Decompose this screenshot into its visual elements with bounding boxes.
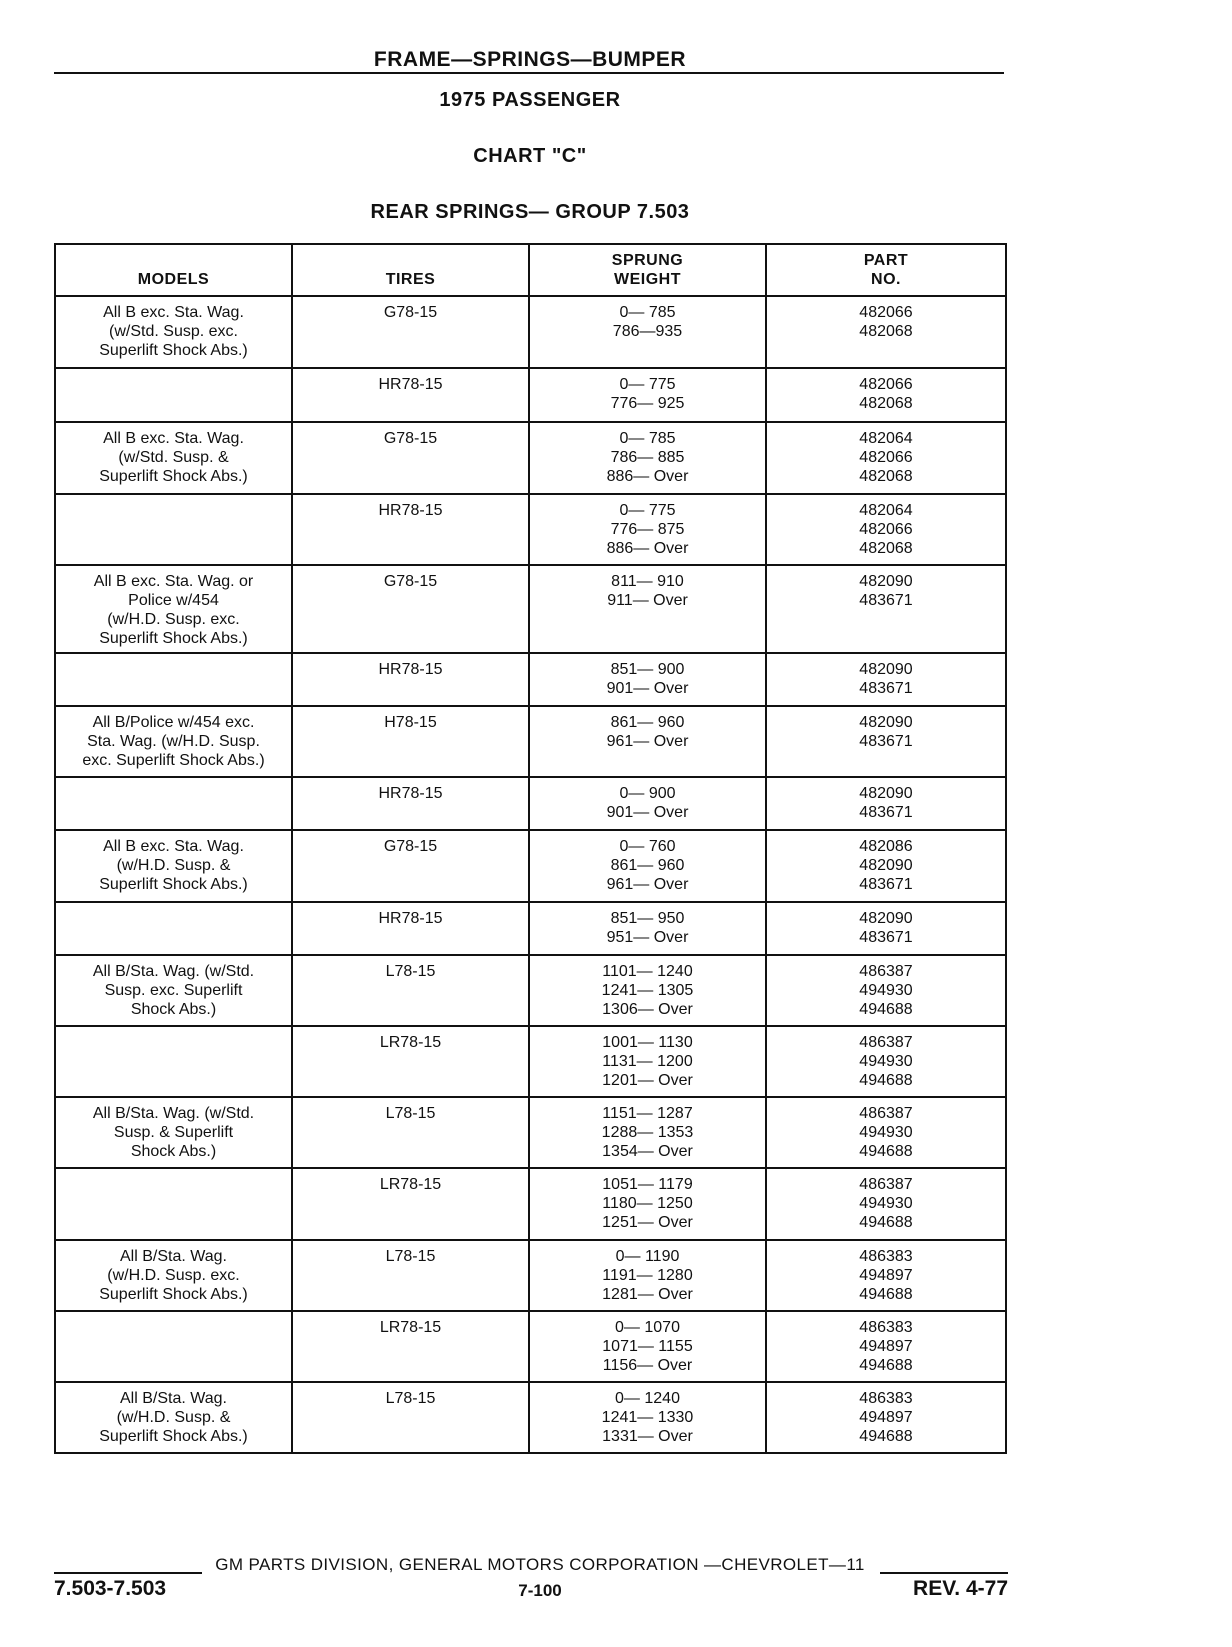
footer-rule-right — [880, 1572, 1008, 1574]
part-number-cell: 486383 494897 494688 — [766, 1311, 1006, 1382]
table-row — [55, 1097, 1006, 1168]
rear-springs-table — [54, 243, 1007, 1454]
part-number-cell: 486383 494897 494688 — [766, 1240, 1006, 1311]
table-row — [55, 1311, 1006, 1382]
model-cell — [55, 902, 292, 955]
model-cell: All B exc. Sta. Wag. or Police w/454 (w/H.D. Susp. exc. Superlift Shock Abs.) — [55, 565, 292, 653]
section-title: FRAME—SPRINGS—BUMPER — [373, 48, 687, 71]
sprung-weight-cell: 0— 785 786—935 — [529, 296, 766, 368]
model-cell: All B/Police w/454 exc. Sta. Wag. (w/H.D. Susp. exc. Superlift Shock Abs.) — [55, 706, 292, 777]
model-cell — [55, 653, 292, 706]
sprung-weight-cell: 851— 900 901— Over — [529, 653, 766, 706]
sprung-weight-cell: 861— 960 961— Over — [529, 706, 766, 777]
tires-cell: G78-15 — [292, 565, 529, 653]
sprung-weight-cell: 0— 1240 1241— 1330 1331— Over — [529, 1382, 766, 1453]
footer-rule-left — [54, 1572, 202, 1574]
tires-cell: HR78-15 — [292, 902, 529, 955]
model-cell: All B/Sta. Wag. (w/Std. Susp. exc. Superlift Shock Abs.) — [55, 955, 292, 1026]
table-row — [55, 422, 1006, 494]
model-cell — [55, 777, 292, 830]
sprung-weight-cell: 0— 900 901— Over — [529, 777, 766, 830]
part-number-cell: 482090 483671 — [766, 565, 1006, 653]
sprung-weight-cell: 1151— 1287 1288— 1353 1354— Over — [529, 1097, 766, 1168]
table-row — [55, 706, 1006, 777]
part-number-cell: 482090 483671 — [766, 706, 1006, 777]
table-row — [55, 1240, 1006, 1311]
footer-publisher: GM PARTS DIVISION, GENERAL MOTORS CORPORATION —CHEVROLET—11 — [215, 1555, 865, 1574]
column-header-sprung-weight: SPRUNG WEIGHT — [529, 244, 766, 296]
model-cell: All B exc. Sta. Wag. (w/Std. Susp. exc. Superlift Shock Abs.) — [55, 296, 292, 368]
column-header-models: MODELS — [55, 244, 292, 296]
table-row — [55, 1382, 1006, 1453]
table-body — [55, 296, 1006, 1453]
tires-cell: HR78-15 — [292, 777, 529, 830]
model-cell — [55, 1026, 292, 1097]
part-number-cell: 482064 482066 482068 — [766, 494, 1006, 565]
table-row — [55, 777, 1006, 830]
column-header-tires: TIRES — [292, 244, 529, 296]
part-number-cell: 486387 494930 494688 — [766, 1026, 1006, 1097]
part-number-cell: 486387 494930 494688 — [766, 955, 1006, 1026]
sprung-weight-cell: 851— 950 951— Over — [529, 902, 766, 955]
footer-group-range: 7.503-7.503 — [54, 1577, 167, 1600]
part-number-cell: 486387 494930 494688 — [766, 1168, 1006, 1240]
part-number-cell: 482090 483671 — [766, 653, 1006, 706]
part-number-cell: 482086 482090 483671 — [766, 830, 1006, 902]
part-number-cell: 486383 494897 494688 — [766, 1382, 1006, 1453]
tires-cell: G78-15 — [292, 422, 529, 494]
sprung-weight-cell: 0— 775 776— 925 — [529, 368, 766, 422]
table-row — [55, 1026, 1006, 1097]
tires-cell: LR78-15 — [292, 1168, 529, 1240]
sprung-weight-cell: 1051— 1179 1180— 1250 1251— Over — [529, 1168, 766, 1240]
sprung-weight-cell: 0— 785 786— 885 886— Over — [529, 422, 766, 494]
tires-cell: G78-15 — [292, 296, 529, 368]
tires-cell: HR78-15 — [292, 368, 529, 422]
table-row — [55, 653, 1006, 706]
part-number-cell: 482066 482068 — [766, 368, 1006, 422]
sprung-weight-cell: 0— 760 861— 960 961— Over — [529, 830, 766, 902]
subtitle-chart: CHART "C" — [473, 145, 587, 167]
model-cell: All B/Sta. Wag. (w/Std. Susp. & Superlift Shock Abs.) — [55, 1097, 292, 1168]
table-row — [55, 830, 1006, 902]
table-header-row — [55, 244, 1006, 296]
table-row — [55, 368, 1006, 422]
header-rule — [54, 72, 1004, 74]
table-row — [55, 565, 1006, 653]
model-cell: All B/Sta. Wag. (w/H.D. Susp. & Superlift Shock Abs.) — [55, 1382, 292, 1453]
model-cell — [55, 494, 292, 565]
sprung-weight-cell: 811— 910 911— Over — [529, 565, 766, 653]
tires-cell: LR78-15 — [292, 1311, 529, 1382]
part-number-cell: 482090 483671 — [766, 902, 1006, 955]
table-row — [55, 494, 1006, 565]
part-number-cell: 482066 482068 — [766, 296, 1006, 368]
model-cell — [55, 368, 292, 422]
tires-cell: L78-15 — [292, 1097, 529, 1168]
tires-cell: HR78-15 — [292, 653, 529, 706]
model-cell: All B exc. Sta. Wag. (w/H.D. Susp. & Superlift Shock Abs.) — [55, 830, 292, 902]
model-cell: All B exc. Sta. Wag. (w/Std. Susp. & Superlift Shock Abs.) — [55, 422, 292, 494]
model-cell — [55, 1311, 292, 1382]
sprung-weight-cell: 0— 1070 1071— 1155 1156— Over — [529, 1311, 766, 1382]
part-number-cell: 486387 494930 494688 — [766, 1097, 1006, 1168]
subtitle-group: REAR SPRINGS— GROUP 7.503 — [370, 201, 690, 223]
tires-cell: G78-15 — [292, 830, 529, 902]
subtitle-year: 1975 PASSENGER — [439, 89, 621, 111]
column-header-part-no: PART NO. — [766, 244, 1006, 296]
tires-cell: HR78-15 — [292, 494, 529, 565]
table-row — [55, 296, 1006, 368]
table-row — [55, 902, 1006, 955]
table-row — [55, 955, 1006, 1026]
model-cell — [55, 1168, 292, 1240]
part-number-cell: 482090 483671 — [766, 777, 1006, 830]
footer-page-number: 7-100 — [518, 1581, 562, 1600]
model-cell: All B/Sta. Wag. (w/H.D. Susp. exc. Superlift Shock Abs.) — [55, 1240, 292, 1311]
footer-revision: REV. 4-77 — [913, 1577, 1008, 1600]
sprung-weight-cell: 0— 775 776— 875 886— Over — [529, 494, 766, 565]
tires-cell: L78-15 — [292, 1240, 529, 1311]
sprung-weight-cell: 1001— 1130 1131— 1200 1201— Over — [529, 1026, 766, 1097]
tires-cell: L78-15 — [292, 955, 529, 1026]
tires-cell: L78-15 — [292, 1382, 529, 1453]
sprung-weight-cell: 0— 1190 1191— 1280 1281— Over — [529, 1240, 766, 1311]
tires-cell: H78-15 — [292, 706, 529, 777]
part-number-cell: 482064 482066 482068 — [766, 422, 1006, 494]
tires-cell: LR78-15 — [292, 1026, 529, 1097]
table-row — [55, 1168, 1006, 1240]
sprung-weight-cell: 1101— 1240 1241— 1305 1306— Over — [529, 955, 766, 1026]
